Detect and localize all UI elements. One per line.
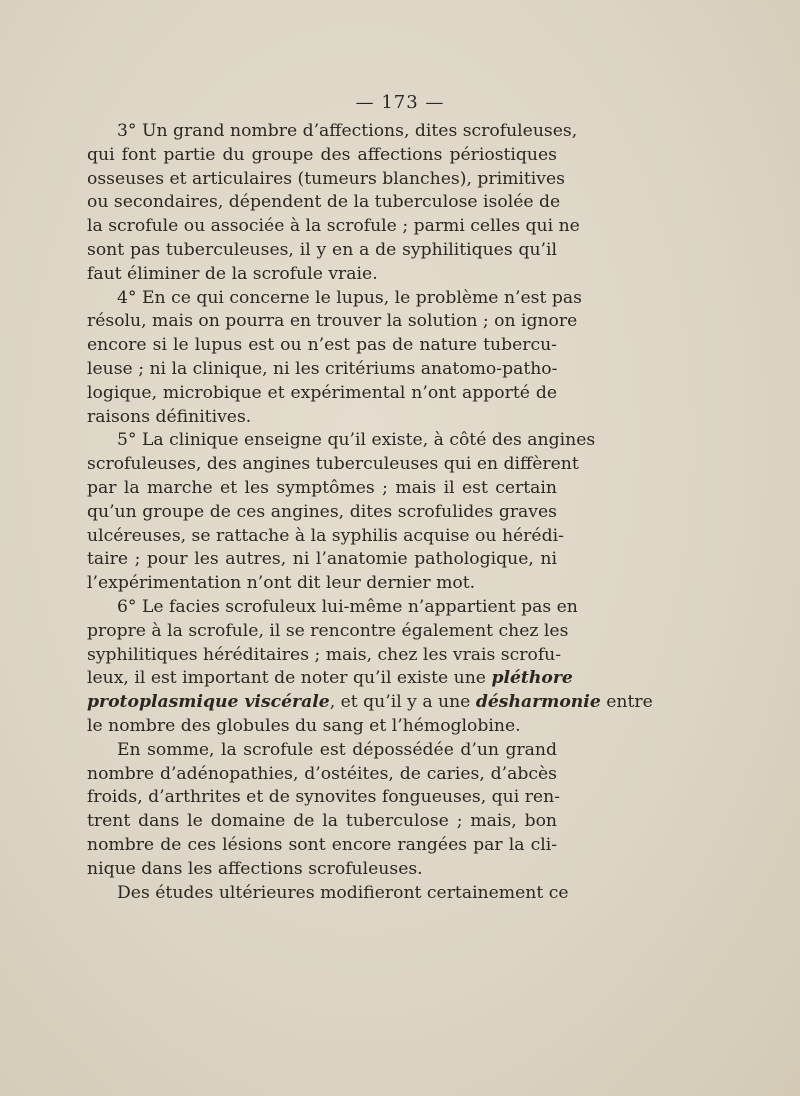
text-line: syphilitiques héréditaires ; mais, chez les vrais scrofu-	[87, 644, 562, 665]
text-line	[87, 667, 573, 691]
text-line: par la marche et les symptômes ; mais il est certain	[87, 477, 557, 498]
text-line: Des études ultérieures modifieront certainement ce	[117, 882, 569, 903]
text-line: ou secondaires, dépendent de la tuberculose isolée de	[87, 192, 561, 213]
text-line: qui font partie du groupe des affections périostiques	[87, 144, 557, 165]
text-line: nombre d’adénopathies, d’ostéites, de caries, d’abcès	[87, 763, 557, 784]
text-line: 3° Un grand nombre d’affections, dites scrofuleuses,	[117, 121, 578, 141]
text-fragment: leux, il est important de noter qu’il existe une	[87, 668, 486, 689]
body-text	[87, 120, 653, 905]
text-line: 5° La clinique enseigne qu’il existe, à côté des angines	[117, 430, 596, 451]
text-line: taire ; pour les autres, ni l’anatomie pathologique, ni	[87, 549, 557, 570]
text-line: sont pas tuberculeuses, il y en a de syphilitiques qu’il	[87, 239, 557, 260]
text-line: raisons définitives.	[87, 406, 252, 427]
text-line: faut éliminer de la scrofule vraie.	[87, 263, 378, 284]
text-line: qu’un groupe de ces angines, dites scrofulides graves	[87, 501, 557, 522]
text-line: froids, d’arthrites et de synovites fongueuses, qui ren-	[87, 787, 560, 808]
text-line: résolu, mais on pourra en trouver la solution ; on ignore	[87, 311, 578, 332]
text-fragment: , et qu’il y a une	[329, 692, 476, 713]
text-fragment: entre	[606, 692, 653, 713]
text-line: nombre de ces lésions sont encore rangées par la cli-	[87, 834, 557, 855]
text-line: la scrofule ou associée à la scrofule ; parmi celles qui ne	[87, 216, 580, 237]
text-line: propre à la scrofule, il se rencontre également chez les	[87, 620, 569, 641]
text-line: osseuses et articulaires (tumeurs blanches), primitives	[87, 168, 565, 189]
text-line: logique, microbique et expérimental n’ont apporté de	[87, 382, 557, 403]
text-line: leuse ; ni la clinique, ni les critériums anatomo-patho-	[87, 358, 558, 379]
text-line: l’expérimentation n’ont dit leur dernier mot.	[87, 573, 476, 594]
text-line: nique dans les affections scrofuleuses.	[87, 858, 423, 879]
text-line: En somme, la scrofule est dépossédée d’un grand	[117, 739, 557, 760]
page-number: — 173 —	[355, 92, 445, 113]
text-line: trent dans le domaine de la tuberculose ; mais, bon	[87, 811, 557, 832]
text-line	[87, 691, 653, 715]
emphasis-term: pléthore	[491, 668, 573, 689]
text-line: ulcéreuses, se rattache à la syphilis acquise ou hérédi-	[87, 525, 564, 546]
text-line: 6° Le facies scrofuleux lui-même n’appartient pas en	[117, 596, 578, 617]
text-line: le nombre des globules du sang et l’hémoglobine.	[87, 715, 521, 736]
text-line: 4° En ce qui concerne le lupus, le problème n’est pas	[117, 287, 582, 308]
emphasis-term: désharmonie	[475, 692, 601, 713]
emphasis-term: protoplasmique viscérale	[87, 692, 330, 713]
text-line: scrofuleuses, des angines tuberculeuses qui en diffèrent	[87, 454, 579, 475]
text-line: encore si le lupus est ou n’est pas de nature tubercu-	[87, 335, 557, 356]
